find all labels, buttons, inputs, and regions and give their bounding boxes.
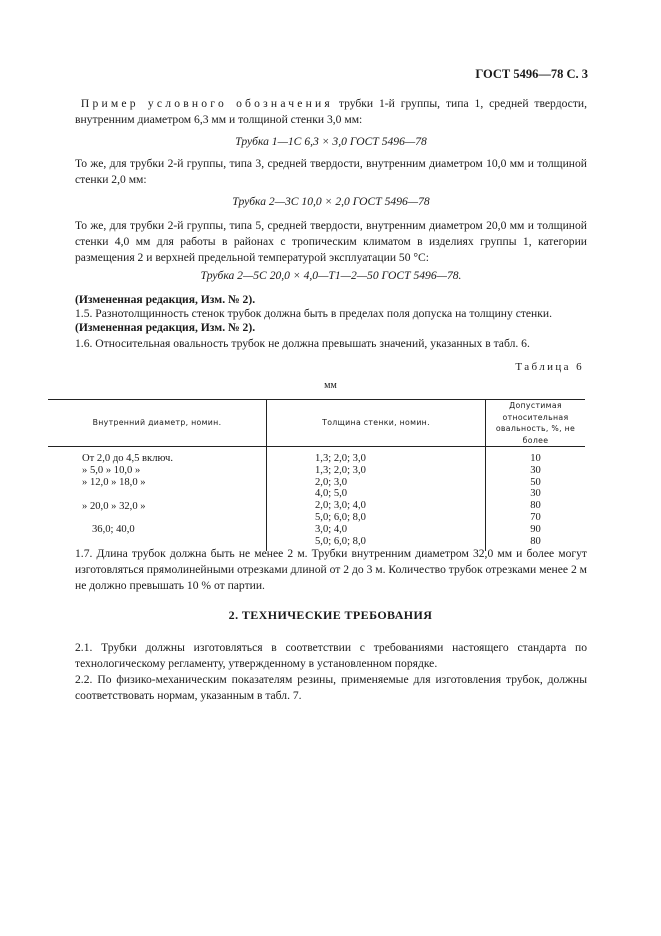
formula-1: Трубка 1—1С 6,3 × 3,0 ГОСТ 5496—78 (235, 135, 427, 148)
diameter-cell: 36,0; 40,0 (92, 523, 135, 535)
table-row (48, 465, 585, 477)
table-row (48, 488, 585, 500)
paragraph-example-1 (75, 96, 587, 128)
thickness-cell: 2,0; 3,0; 4,0 (267, 500, 486, 513)
ovality-cell: 30 (486, 488, 586, 500)
paragraph-1-5: 1.5. Разнотолщинность стенок трубок должна быть в пределах поля допуска на толщину стенки. (75, 307, 552, 320)
table-row (48, 512, 585, 524)
ovality-cell: 50 (486, 477, 586, 489)
thickness-cell: 1,3; 2,0; 3,0 (267, 447, 486, 465)
ovality-cell: 30 (486, 465, 586, 477)
column-header-thickness: Толщина стенки, номин. (267, 400, 486, 447)
column-header-ovality: Допустимая относительная овальность, %, не более (486, 400, 586, 447)
paragraph-1-7: 1.7. Длина трубок должна быть не менее 2 м. Трубки внутренним диаметром 32,0 мм и более могут изготовляться прямолинейными отрезками длиной от 2 до 3 м. Количество трубок отрезками менее 2 м не должно превышать 10 % от партии. (75, 547, 587, 592)
diameter-cell (48, 512, 267, 524)
diameter-cell: » 12,0 » 18,0 » (82, 476, 146, 488)
formula-2: Трубка 2—3С 10,0 × 2,0 ГОСТ 5496—78 (232, 195, 430, 208)
column-header-diameter: Внутренний диаметр, номин. (48, 400, 267, 447)
table-row (48, 500, 585, 513)
example-1-text: трубки 1-й группы, типа 1, средней твердости, внутренним диаметром 6,3 мм и толщиной стенки 3,0 мм: (75, 97, 587, 126)
thickness-cell: 1,3; 2,0; 3,0 (267, 465, 486, 477)
thickness-cell: 2,0; 3,0 (267, 477, 486, 489)
diameter-cell: От 2,0 до 4,5 включ. (82, 453, 173, 465)
paragraph-example-2: То же, для трубки 2-й группы, типа 3, средней твердости, внутренним диаметром 10,0 мм и толщиной стенки 2,0 мм: (75, 157, 587, 186)
table-label: Таблица 6 (515, 361, 584, 373)
paragraph-example-3: То же, для трубки 2-й группы, типа 5, средней твердости, внутренним диаметром 20,0 мм и толщиной стенки 4,0 мм для работы в районах с тропическим климатом в изделиях группы 1, категории размещения 2 и верхней предельной температурой эксплуатации 50 °С: (75, 219, 587, 264)
table-units: мм (324, 380, 337, 391)
amendment-note-2: (Измененная редакция, Изм. № 2). (75, 321, 256, 334)
ovality-cell: 10 (486, 447, 586, 465)
section-title: 2. ТЕХНИЧЕСКИЕ ТРЕБОВАНИЯ (228, 608, 433, 622)
thickness-cell: 5,0; 6,0; 8,0 (267, 536, 486, 552)
formula-3: Трубка 2—5С 20,0 × 4,0—Т1—2—50 ГОСТ 5496—78. (200, 269, 462, 282)
diameter-cell: » 5,0 » 10,0 » (82, 464, 141, 476)
diameter-cell (48, 488, 267, 500)
paragraph-1-6: 1.6. Относительная овальность трубок не должна превышать значений, указанных в табл. 6. (75, 337, 530, 350)
ovality-cell: 80 (486, 536, 586, 552)
example-label: Пример условного обозначения (80, 97, 333, 110)
table-row (48, 524, 585, 536)
thickness-cell: 4,0; 5,0 (267, 488, 486, 500)
ovality-cell: 90 (486, 524, 586, 536)
page-header: ГОСТ 5496—78 С. 3 (475, 67, 588, 81)
table-row (48, 447, 585, 465)
ovality-cell: 70 (486, 512, 586, 524)
thickness-cell: 5,0; 6,0; 8,0 (267, 512, 486, 524)
ovality-cell: 80 (486, 500, 586, 513)
amendment-note-1: (Измененная редакция, Изм. № 2). (75, 293, 256, 306)
paragraph-2-2: 2.2. По физико-механическим показателям резины, применяемые для изготовления трубок, должны соответствовать нормам, указанным в табл. 7. (75, 673, 587, 702)
thickness-cell: 3,0; 4,0 (267, 524, 486, 536)
table-6 (48, 399, 585, 551)
diameter-cell: » 20,0 » 32,0 » (82, 500, 146, 512)
paragraph-2-1: 2.1. Трубки должны изготовляться в соответствии с требованиями настоящего стандарта по технологическому регламенту, утвержденному в установленном порядке. (75, 641, 587, 670)
table-header-row (48, 400, 585, 447)
table-row (48, 477, 585, 489)
